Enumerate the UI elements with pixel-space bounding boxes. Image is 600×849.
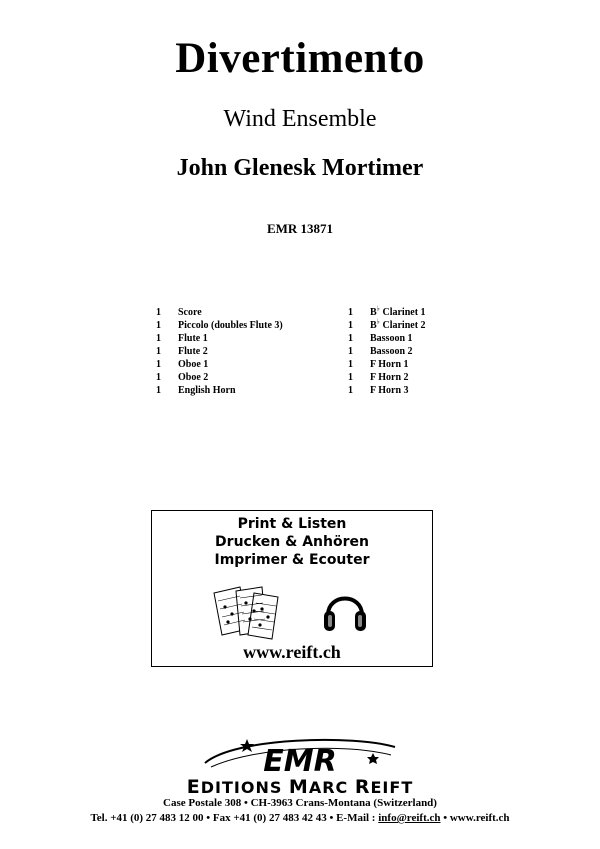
publisher-name <box>0 776 600 798</box>
promo-line-german: Drucken & Anhören <box>215 534 369 550</box>
part-key: B <box>370 307 377 318</box>
part-qty: 1 <box>348 346 353 357</box>
part-name: Flute 2 <box>178 346 208 357</box>
part-name: Oboe 2 <box>178 372 209 383</box>
part-qty: 1 <box>156 320 161 331</box>
part-name: Score <box>178 307 202 318</box>
part-name: Bassoon 1 <box>370 333 413 344</box>
part-name: F Horn 2 <box>370 372 409 383</box>
part-qty: 1 <box>156 307 161 318</box>
part-qty: 1 <box>156 359 161 370</box>
part-qty: 1 <box>348 320 353 331</box>
publisher-name-part: EIFT <box>370 778 414 797</box>
part-row <box>156 319 356 332</box>
part-qty: 1 <box>156 346 161 357</box>
page-title: Divertimento <box>175 35 425 82</box>
part-row <box>348 358 548 371</box>
publisher-name-e: E <box>186 776 201 798</box>
composer-name: John Glenesk Mortimer <box>176 155 424 181</box>
website-text: • www.reift.ch <box>440 812 510 824</box>
part-qty: 1 <box>156 372 161 383</box>
part-name: Clarinet 1 <box>379 307 426 318</box>
part-name: Piccolo (doubles Flute 3) <box>178 320 283 331</box>
email-link[interactable]: info@reift.ch <box>378 812 441 824</box>
part-name: Flute 1 <box>178 333 208 344</box>
part-key: B <box>370 320 377 331</box>
part-row <box>348 384 548 397</box>
part-row <box>156 358 356 371</box>
part-name: F Horn 3 <box>370 385 409 396</box>
flat-sign: ♭ <box>376 304 380 313</box>
part-qty: 1 <box>156 333 161 344</box>
publisher-address: Case Postale 308 • CH-3963 Crans-Montana (Switzerland) <box>163 797 437 809</box>
promo-website[interactable]: www.reift.ch <box>243 642 341 662</box>
publisher-name-part: DITIONS <box>200 778 289 797</box>
part-row <box>156 306 356 319</box>
phone-fax-text: Tel. +41 (0) 27 483 12 00 • Fax +41 (0) 27 483 42 43 • E-Mail : <box>90 812 379 824</box>
flat-sign: ♭ <box>376 317 380 326</box>
promo-line-french: Imprimer & Ecouter <box>214 552 370 568</box>
headphones-icon <box>322 585 368 635</box>
part-name: Clarinet 2 <box>379 320 426 331</box>
part-row <box>348 371 548 384</box>
part-qty: 1 <box>348 385 353 396</box>
publisher-name-m: M <box>288 776 309 798</box>
parts-list-right <box>348 306 548 397</box>
part-row <box>348 319 548 332</box>
publisher-name-part: ARC <box>308 778 355 797</box>
part-qty: 1 <box>156 385 161 396</box>
print-listen-box <box>151 510 433 667</box>
part-name: Oboe 1 <box>178 359 209 370</box>
catalog-number: EMR 13871 <box>266 221 334 236</box>
sheet-music-icon <box>210 583 282 641</box>
publisher-contact <box>0 812 600 824</box>
publisher-name-r: R <box>354 776 371 798</box>
part-qty: 1 <box>348 307 353 318</box>
part-row <box>156 345 356 358</box>
part-qty: 1 <box>348 333 353 344</box>
part-row <box>348 345 548 358</box>
parts-list-left <box>156 306 356 397</box>
emr-logo <box>195 733 405 777</box>
part-row <box>156 332 356 345</box>
ensemble-subtitle: Wind Ensemble <box>223 106 377 132</box>
logo-text: EMR <box>263 744 337 777</box>
part-row <box>348 332 548 345</box>
part-name: Bassoon 2 <box>370 346 413 357</box>
part-name: English Horn <box>178 385 236 396</box>
part-row <box>156 384 356 397</box>
promo-line-english: Print & Listen <box>237 516 347 532</box>
part-row <box>156 371 356 384</box>
part-qty: 1 <box>348 359 353 370</box>
part-name: F Horn 1 <box>370 359 409 370</box>
part-qty: 1 <box>348 372 353 383</box>
